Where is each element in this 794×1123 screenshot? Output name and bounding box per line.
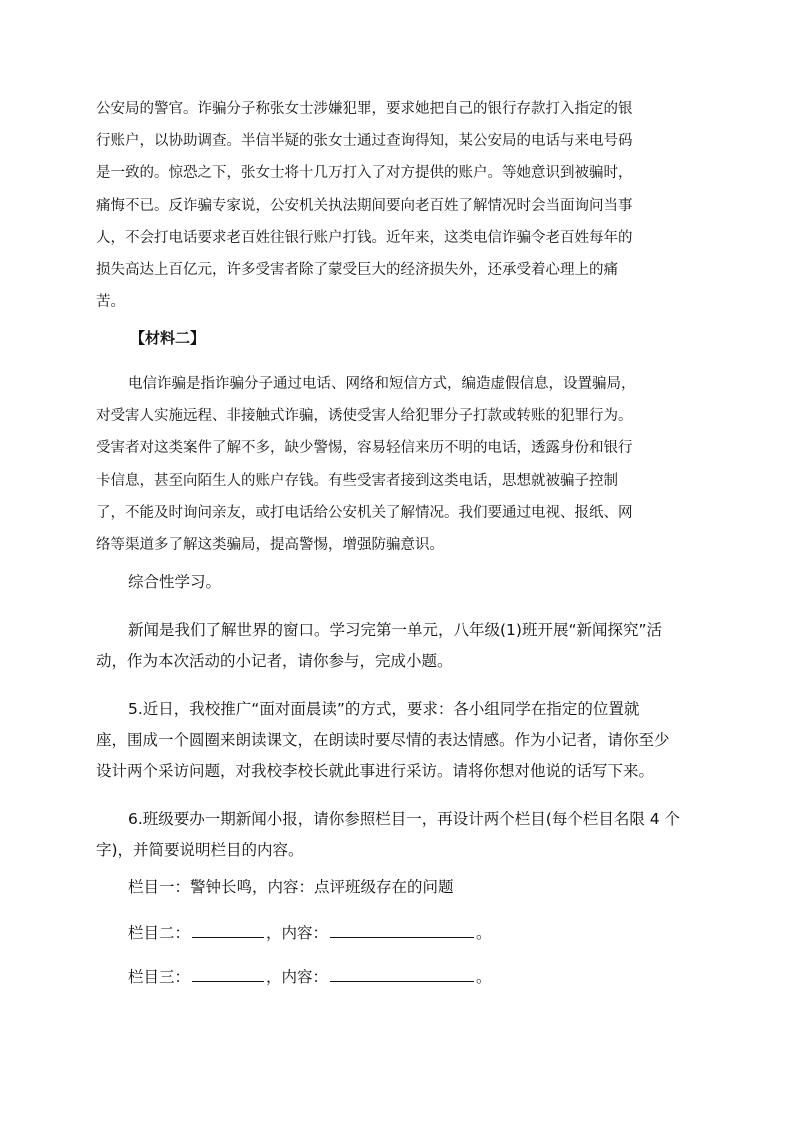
material2-line: 受害者对这类案件了解不多，缺少警惕，容易轻信来历不明的电话，透露身份和银行 bbox=[96, 440, 633, 457]
question-5-line: 设计两个采访问题，对我校李校长就此事进行采访。请将你想对他说的话写下来。 bbox=[96, 762, 655, 780]
column-1-text: 栏目一：警钟长鸣，内容：点评班级存在的问题 bbox=[128, 878, 454, 896]
column-3-content-blank[interactable] bbox=[330, 967, 474, 982]
intro-line: 新闻是我们了解世界的窗口。学习完第一单元，八年级(1)班开展“新闻探究”活 bbox=[128, 621, 663, 639]
column-2-content-blank[interactable] bbox=[330, 923, 474, 938]
material1-line: 是一致的。惊恐之下，张女士将十几万打入了对方提供的账户。等她意识到被骗时， bbox=[96, 165, 633, 182]
intro-line: 动，作为本次活动的小记者，请你参与，完成小题。 bbox=[96, 652, 453, 670]
material2-heading: 【材料二】 bbox=[130, 329, 206, 347]
column-3-name-blank[interactable] bbox=[192, 967, 264, 982]
section-title: 综合性学习。 bbox=[128, 573, 222, 591]
material2-line: 卡信息，甚至向陌生人的账户存钱。有些受害者接到这类电话，思想就被骗子控制 bbox=[96, 472, 618, 489]
material2-line: 对受害人实施远程、非接触式诈骗，诱使受害人给犯罪分子打款或转账的犯罪行为。 bbox=[96, 408, 633, 425]
material1-line: 人，不会打电话要求老百姓往银行账户打钱。近年来，这类电信诈骗令老百姓每年的 bbox=[96, 229, 633, 246]
column-3-row bbox=[96, 965, 728, 987]
material1-line: 损失高达上百亿元，许多受害者除了蒙受巨大的经济损失外，还承受着心理上的痛 bbox=[96, 262, 618, 279]
question-6-line: 字)，并简要说明栏目的内容。 bbox=[96, 841, 304, 859]
material1-line: 苦。 bbox=[96, 294, 125, 311]
material1-line: 公安局的警官。诈骗分子称张女士涉嫌犯罪，要求她把自己的银行存款打入指定的银 bbox=[96, 101, 633, 117]
end-mark: 。 bbox=[476, 968, 492, 986]
material2-line: 了，不能及时询问亲友，或打电话给公安机关了解情况。我们要通过电视、报纸、网 bbox=[96, 504, 633, 521]
question-5-line: 5.近日，我校推广“面对面晨读”的方式，要求：各小组同学在指定的位置就 bbox=[128, 700, 640, 718]
question-6 bbox=[96, 804, 696, 866]
material2-paragraph bbox=[96, 368, 696, 561]
end-mark: 。 bbox=[476, 924, 492, 942]
material1-line: 痛悔不已。反诈骗专家说，公安机关执法期间要向老百姓了解情况时会当面询问当事 bbox=[96, 197, 633, 214]
column-3-label: 栏目三： bbox=[128, 968, 191, 986]
content-label: ，内容： bbox=[266, 968, 329, 986]
intro-paragraph bbox=[96, 615, 696, 677]
column-2-name-blank[interactable] bbox=[192, 923, 264, 938]
question-6-line: 6.班级要办一期新闻小报，请你参照栏目一，再设计两个栏目(每个栏目名限 4 个 bbox=[128, 810, 681, 828]
material1-line: 行账户，以协助调查。半信半疑的张女士通过查询得知，某公安局的电话与来电号码 bbox=[96, 133, 633, 150]
material2-line: 络等渠道多了解这类骗局，提高警惕，增强防骗意识。 bbox=[96, 537, 444, 554]
question-5-line: 座，围成一个圆圈来朗读课文，在朗读时要尽情的表达情感。作为小记者，请你至少 bbox=[96, 731, 670, 749]
material2-line: 电信诈骗是指诈骗分子通过电话、网络和短信方式，编造虚假信息，设置骗局， bbox=[128, 376, 636, 392]
material1-paragraph bbox=[96, 93, 696, 318]
question-5 bbox=[96, 694, 696, 787]
content-label: ，内容： bbox=[266, 924, 329, 942]
column-2-row bbox=[96, 921, 728, 943]
column-2-label: 栏目二： bbox=[128, 924, 191, 942]
